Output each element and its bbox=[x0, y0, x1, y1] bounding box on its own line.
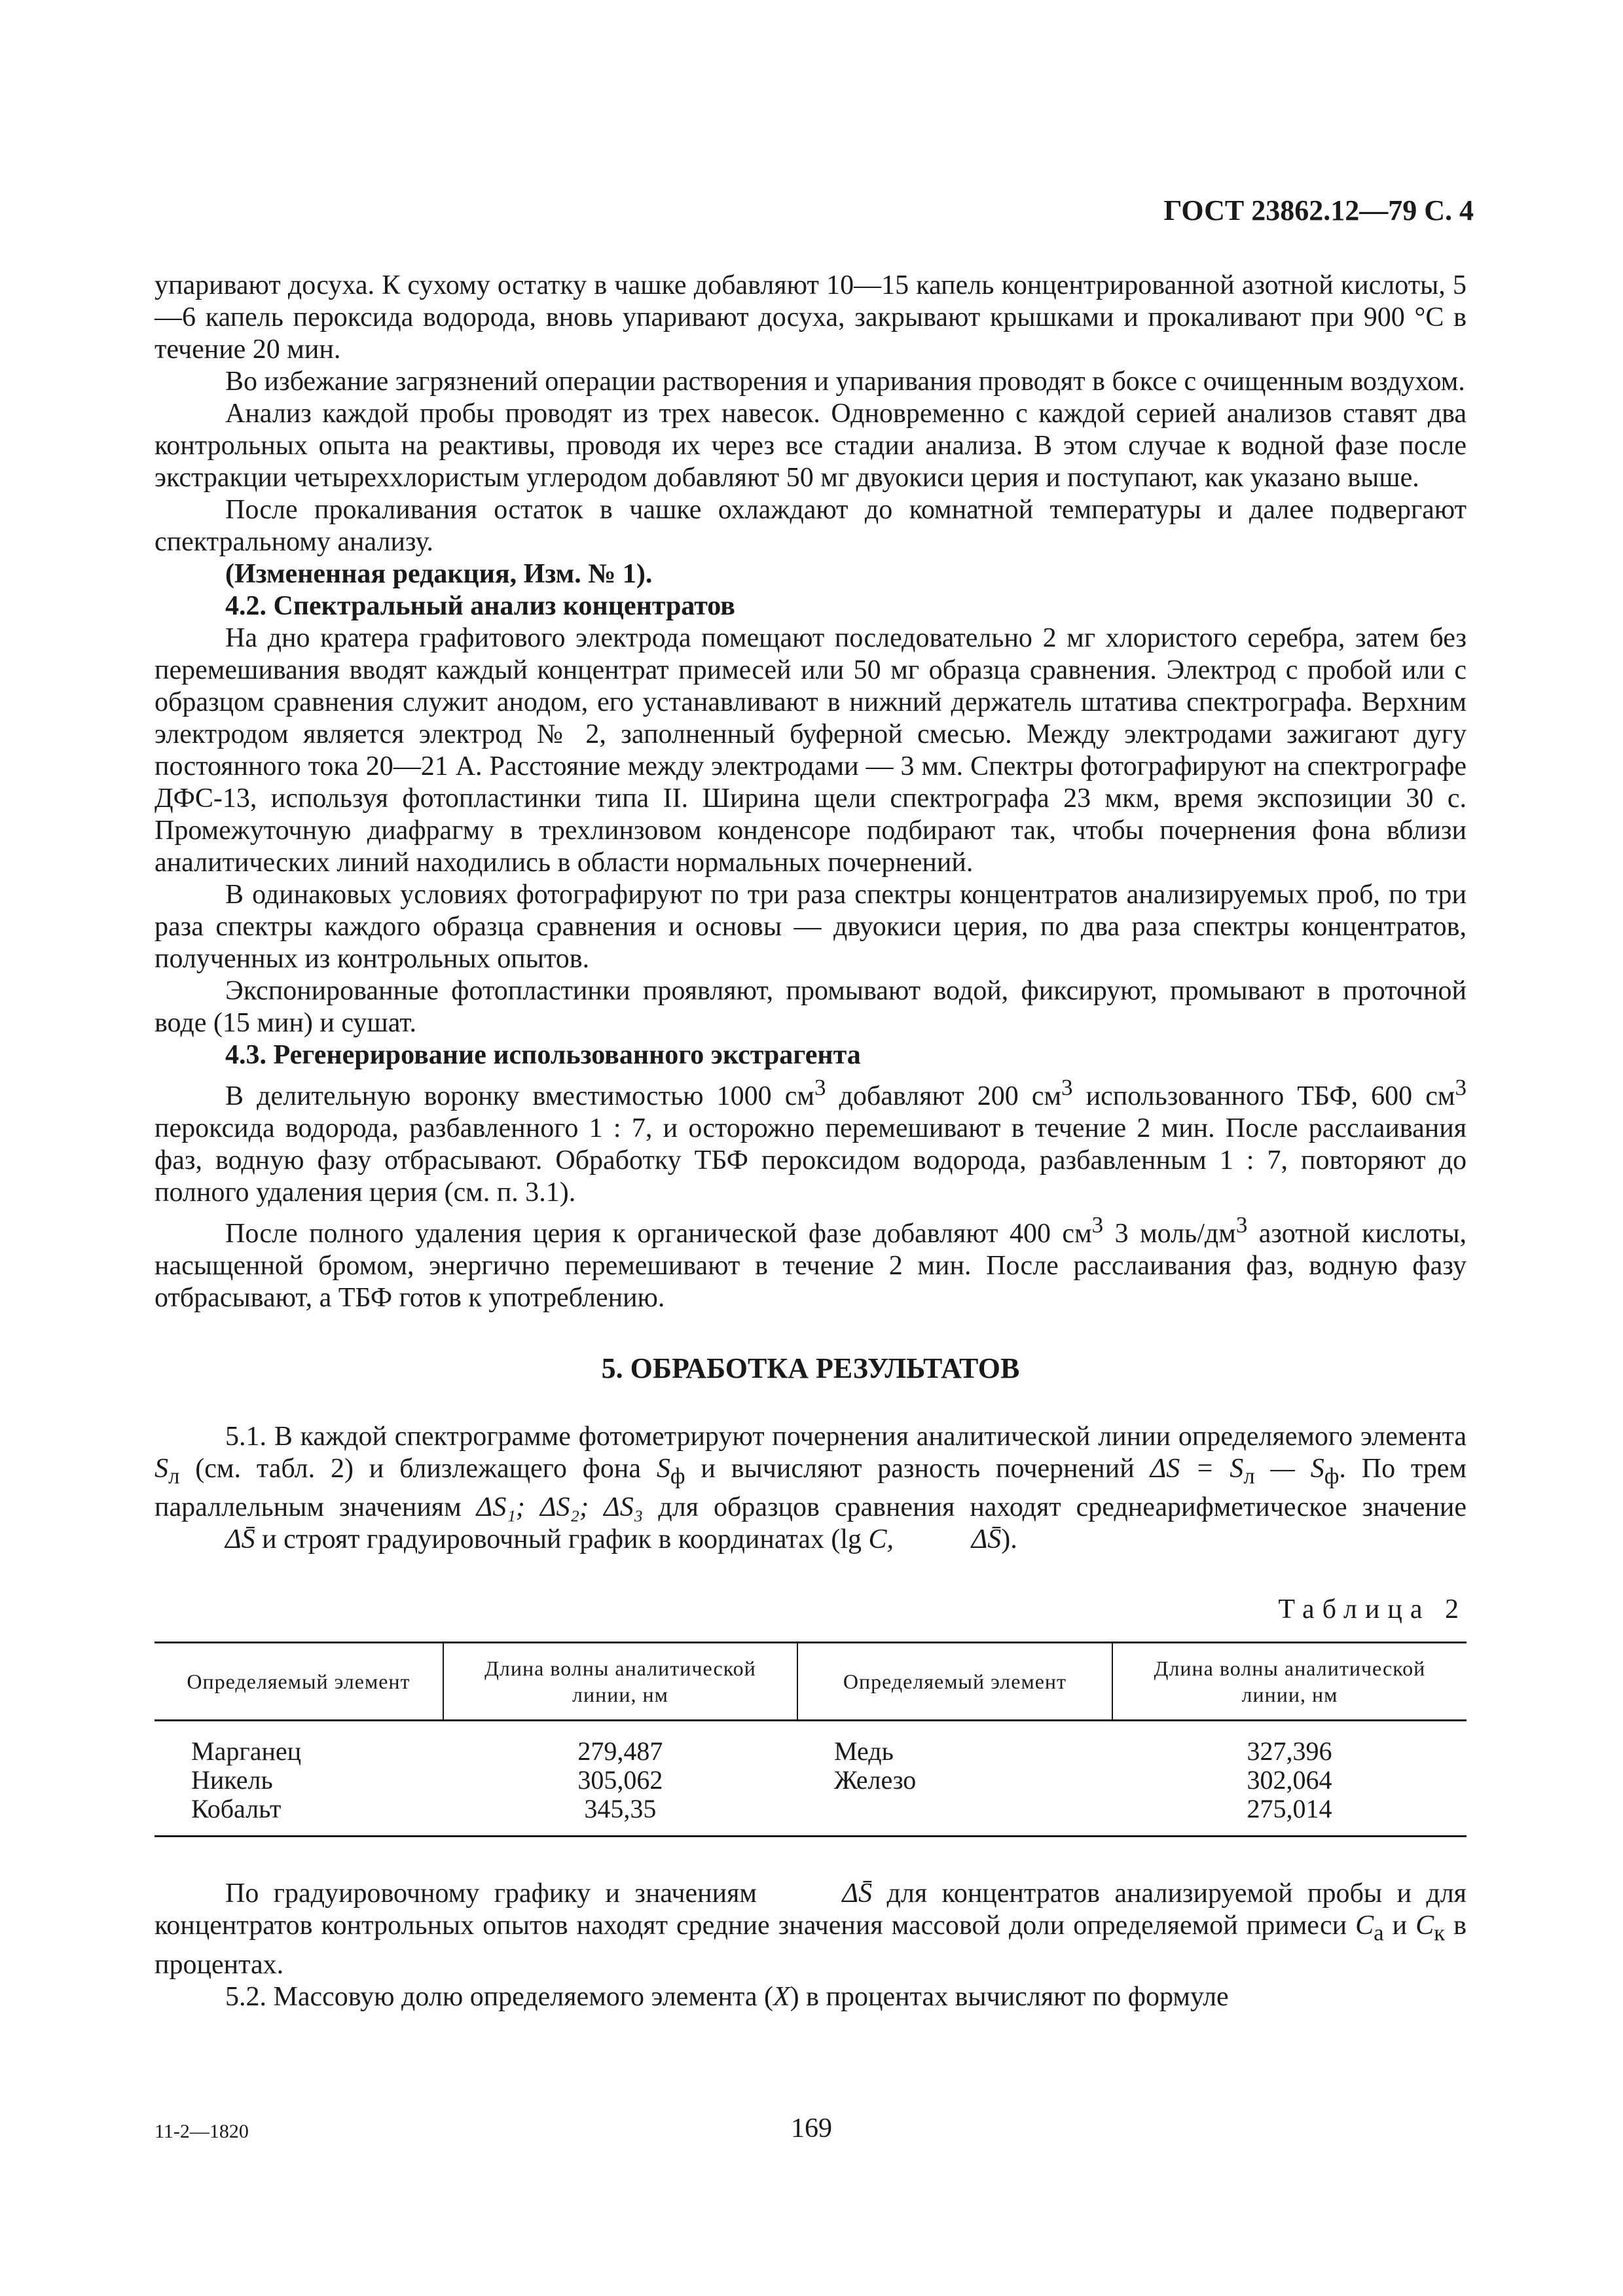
table-cell: 275,014 bbox=[1112, 1795, 1467, 1837]
page-number: 169 bbox=[791, 2113, 832, 2144]
table-cell: 279,487 bbox=[577, 1736, 663, 1767]
paragraph: 5.1. В каждой спектрограмме фотометрируют почернения аналитической линии определяемого элемента $S_л$ (см. табл. 2) и близлежащего фона $S_ф$ и вычисляют разность почернений $\Delta S = S_л$ — $S_ф$. По трем параллельным значениям ΔS₁; ΔS₂; ΔS₃ для образцов сравнения находят среднеарифметическое значение ΔS̄ и строят градуировочный график в координатах (lg C, ΔS̄). bbox=[155, 1422, 1467, 1555]
table-cell: Марганец bbox=[191, 1736, 302, 1767]
table-caption: Таблица 2 bbox=[1278, 1594, 1467, 1625]
subsection-heading: 4.2. Спектральный анализ концентратов bbox=[225, 591, 735, 621]
column-header: Определяемый элемент bbox=[797, 1643, 1112, 1721]
document-header: ГОСТ 23862.12—79 С. 4 bbox=[1163, 194, 1474, 226]
section-heading: 5. ОБРАБОТКА РЕЗУЛЬТАТОВ bbox=[601, 1352, 1020, 1384]
table-row bbox=[155, 1721, 1467, 1767]
wavelength-table bbox=[155, 1641, 1467, 1837]
paragraph: После прокаливания остаток в чашке охлаждают до комнатной температуры и далее подвергают спектральному анализу. bbox=[155, 495, 1467, 557]
paragraph: По градуировочному графику и значениям ΔS̄ для концентратов анализируемой пробы и для концентратов контрольных опытов находят средние значения массовой доли определяемой примеси $C_а$ и $C_к$ в процентах. bbox=[155, 1878, 1467, 1980]
table-cell: 345,35 bbox=[443, 1795, 797, 1837]
paragraph: В делительную воронку вместимостью 1000 $см^3$ добавляют 200 $см^3$ использованного ТБФ, 600 $см^3$ пероксида водорода, разбавленного 1 : 7, и осторожно перемешивают в течение 2 мин. После расслаивания фаз, водную фазу отбрасывают. Обработку ТБФ пероксидом водорода, разбавленным 1 : 7, повторяют до полного удаления церия (см. п. 3.1). bbox=[155, 1075, 1467, 1208]
table-cell: Железо bbox=[833, 1765, 917, 1795]
table-cell: Кобальт bbox=[155, 1795, 443, 1837]
subsection-heading: 4.3. Регенерирование использованного экстрагента bbox=[225, 1040, 861, 1070]
table-cell: Медь bbox=[833, 1736, 894, 1767]
paragraph: Анализ каждой пробы проводят из трех навесок. Одновременно с каждой серией анализов ставят два контрольных опыта на реактивы, проводя их через все стадии анализа. В этом случае к водной фазе после экстракции четыреххлористым углеродом добавляют 50 мг двуокиси церия и поступают, как указано выше. bbox=[155, 399, 1467, 493]
table-row bbox=[155, 1766, 1467, 1795]
paragraph: На дно кратера графитового электрода помещают последовательно 2 мг хлористого серебра, затем без перемешивания вводят каждый концентрат примесей или 50 мг образца сравнения. Электрод с пробой или с образцом сравнения служит анодом, его устанавливают в нижний держатель штатива спектрографа. Верхним электродом является электрод № 2, заполненный буферной смесью. Между электродами зажигают дугу постоянного тока 20—21 А. Расстояние между электродами — 3 мм. Спектры фотографируют на спектрографе ДФС-13, используя фотопластинки типа II. Ширина щели спектрографа 23 мкм, время экспозиции 30 с. Промежуточную диафрагму в трехлинзовом конденсоре подбирают так, чтобы почернения фона вблизи аналитических линий находились в области нормальных почернений. bbox=[155, 623, 1467, 878]
print-code: 11-2—1820 bbox=[155, 2121, 249, 2142]
paragraph: 5.2. Массовую долю определяемого элемента (X) в процентах вычисляют по формуле bbox=[225, 1981, 1229, 2012]
table-cell: 302,064 bbox=[1247, 1765, 1332, 1795]
table-cell bbox=[797, 1795, 1112, 1837]
table-cell: Никель bbox=[191, 1765, 273, 1795]
paragraph: Экспонированные фотопластинки проявляют, промывают водой, фиксируют, промывают в проточной воде (15 мин) и сушат. bbox=[155, 976, 1467, 1038]
paragraph: Во избежание загрязнений операции растворения и упаривания проводят в боксе с очищенным воздухом. bbox=[225, 367, 1465, 397]
table-header-row bbox=[155, 1643, 1467, 1721]
column-header: Длина волны аналитической линии, нм bbox=[1112, 1643, 1467, 1721]
amendment-note: (Измененная редакция, Изм. № 1). bbox=[225, 559, 653, 589]
table-cell: 305,062 bbox=[577, 1765, 663, 1795]
paragraph: В одинаковых условиях фотографируют по три раза спектры концентратов анализируемых проб, по три раза спектры каждого образца сравнения и основы — двуокиси церия, по два раза спектры концентратов, полученных из контрольных опытов. bbox=[155, 880, 1467, 974]
paragraph: После полного удаления церия к органической фазе добавляют 400 $см^3$ 3 моль/$дм^3$ азотной кислоты, насыщенной бромом, энергично перемешивают в течение 2 мин. После расслаивания фаз, водную фазу отбрасывают, а ТБФ готов к употреблению. bbox=[155, 1212, 1467, 1313]
column-header: Длина волны аналитической линии, нм bbox=[443, 1643, 797, 1721]
table-cell: 327,396 bbox=[1247, 1736, 1332, 1767]
table-row bbox=[155, 1795, 1467, 1837]
paragraph: упаривают досуха. К сухому остатку в чашке добавляют 10—15 капель концентрированной азотной кислоты, 5—6 капель пероксида водорода, вновь упаривают досуха, закрывают крышками и прокаливают при 900 °С в течение 20 мин. bbox=[155, 270, 1467, 365]
column-header: Определяемый элемент bbox=[155, 1643, 443, 1721]
document-body bbox=[155, 270, 1467, 2013]
